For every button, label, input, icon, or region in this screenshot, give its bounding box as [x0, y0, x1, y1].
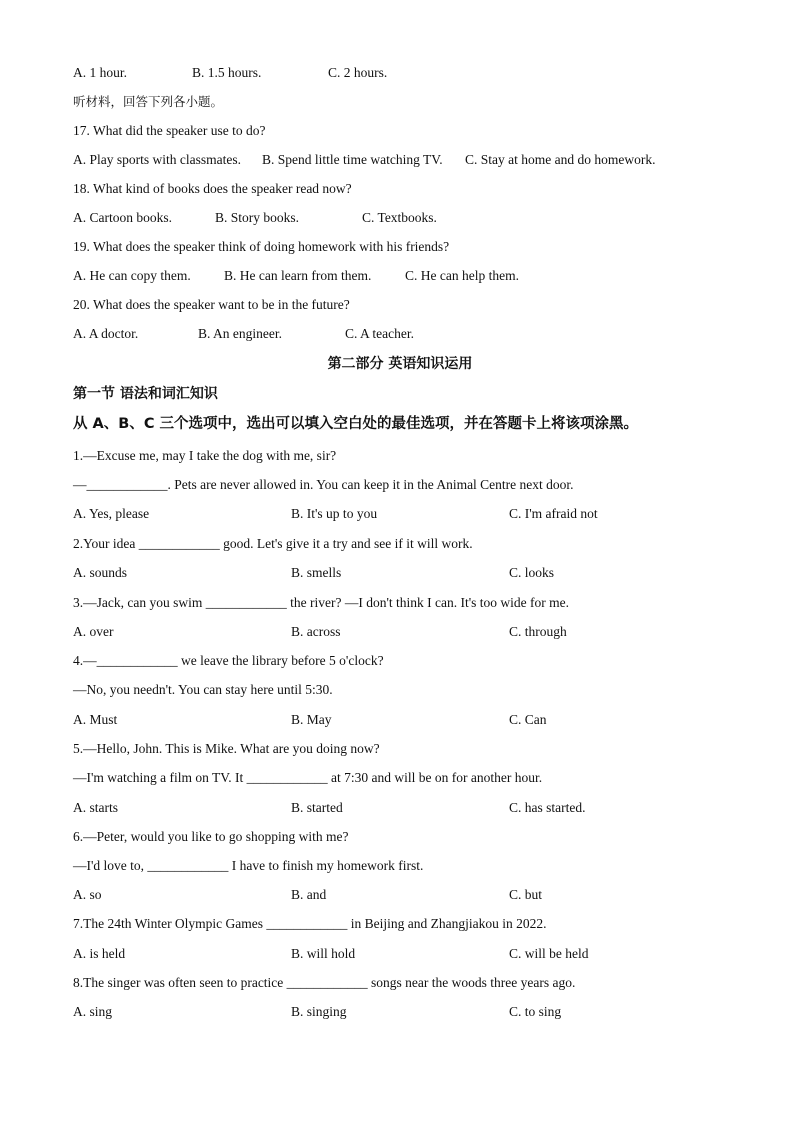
- grammar-q1-option-a: A. Yes, please: [73, 506, 150, 521]
- grammar-q4-option-b: B. May: [291, 712, 332, 727]
- grammar-q8-option-b: B. singing: [291, 1004, 347, 1019]
- q17-option-c: C. Stay at home and do homework.: [465, 152, 656, 167]
- grammar-q1-line2: —____________. Pets are never allowed in. You can keep it in the Animal Centre next door.: [73, 477, 574, 492]
- grammar-q7-option-c: C. will be held: [509, 946, 589, 961]
- grammar-q3-option-c: C. through: [509, 624, 567, 639]
- grammar-q5-option-c: C. has started.: [509, 800, 586, 815]
- question-19: 19. What does the speaker think of doing homework with his friends?: [73, 239, 450, 254]
- grammar-q8-option-c: C. to sing: [509, 1004, 562, 1019]
- q17-option-b: B. Spend little time watching TV.: [262, 152, 443, 167]
- grammar-q2-option-b: B. smells: [291, 565, 342, 580]
- q16-option-a: A. 1 hour.: [73, 65, 127, 80]
- q18-option-a: A. Cartoon books.: [73, 210, 172, 225]
- part2-title: 第二部分 英语知识运用: [327, 356, 473, 372]
- grammar-q6-option-c: C. but: [509, 887, 543, 902]
- grammar-q1-line1: 1.—Excuse me, may I take the dog with me, sir?: [73, 448, 337, 463]
- question-20: 20. What does the speaker want to be in the future?: [73, 297, 350, 312]
- grammar-q5-line1: 5.—Hello, John. This is Mike. What are you doing now?: [73, 741, 380, 756]
- grammar-q5-option-b: B. started: [291, 800, 343, 815]
- grammar-q4-line1: 4.—____________ we leave the library before 5 o'clock?: [73, 653, 384, 668]
- question-18: 18. What kind of books does the speaker read now?: [73, 181, 352, 196]
- grammar-q6-option-b: B. and: [291, 887, 327, 902]
- section1-title: 第一节 语法和词汇知识: [73, 386, 218, 402]
- grammar-q4-option-c: C. Can: [509, 712, 547, 727]
- grammar-q3-option-a: A. over: [73, 624, 114, 639]
- q18-option-c: C. Textbooks.: [362, 210, 437, 225]
- q19-option-c: C. He can help them.: [405, 268, 519, 283]
- grammar-q2-line1: 2.Your idea ____________ good. Let's give it a try and see if it will work.: [73, 536, 473, 551]
- grammar-q3-line1: 3.—Jack, can you swim ____________ the river? —I don't think I can. It's too wide for me.: [73, 595, 570, 610]
- grammar-q5-option-a: A. starts: [73, 800, 118, 815]
- q20-option-a: A. A doctor.: [73, 326, 139, 341]
- grammar-q1-option-b: B. It's up to you: [291, 506, 378, 521]
- grammar-q1-option-c: C. I'm afraid not: [509, 506, 598, 521]
- grammar-q7-option-b: B. will hold: [291, 946, 356, 961]
- grammar-q7-line1: 7.The 24th Winter Olympic Games ____________ in Beijing and Zhangjiakou in 2022.: [73, 916, 547, 931]
- grammar-q6-option-a: A. so: [73, 887, 102, 902]
- q19-option-a: A. He can copy them.: [73, 268, 191, 283]
- grammar-q6-line2: —I'd love to, ____________ I have to finish my homework first.: [73, 858, 424, 873]
- grammar-q7-option-a: A. is held: [73, 946, 126, 961]
- part2-instruction: 从 A、B、C 三个选项中，选出可以填入空白处的最佳选项，并在答题卡上将该项涂黑。: [73, 416, 639, 432]
- question-17: 17. What did the speaker use to do?: [73, 123, 266, 138]
- listening-instruction: 听材料，回答下列各小题。: [73, 94, 224, 109]
- grammar-q6-line1: 6.—Peter, would you like to go shopping with me?: [73, 829, 349, 844]
- grammar-q8-option-a: A. sing: [73, 1004, 113, 1019]
- grammar-q4-option-a: A. Must: [73, 712, 118, 727]
- grammar-q8-line1: 8.The singer was often seen to practice ____________ songs near the woods three years ago.: [73, 975, 576, 990]
- q20-option-c: C. A teacher.: [345, 326, 414, 341]
- q16-option-b: B. 1.5 hours.: [192, 65, 262, 80]
- grammar-q5-line2: —I'm watching a film on TV. It ____________ at 7:30 and will be on for another hour.: [73, 770, 543, 785]
- grammar-q2-option-a: A. sounds: [73, 565, 128, 580]
- q19-option-b: B. He can learn from them.: [224, 268, 372, 283]
- grammar-q4-line2: —No, you needn't. You can stay here until 5:30.: [73, 682, 333, 697]
- q17-option-a: A. Play sports with classmates.: [73, 152, 241, 167]
- q18-option-b: B. Story books.: [215, 210, 300, 225]
- q20-option-b: B. An engineer.: [198, 326, 282, 341]
- grammar-q3-option-b: B. across: [291, 624, 341, 639]
- grammar-q2-option-c: C. looks: [509, 565, 555, 580]
- q16-option-c: C. 2 hours.: [328, 65, 388, 80]
